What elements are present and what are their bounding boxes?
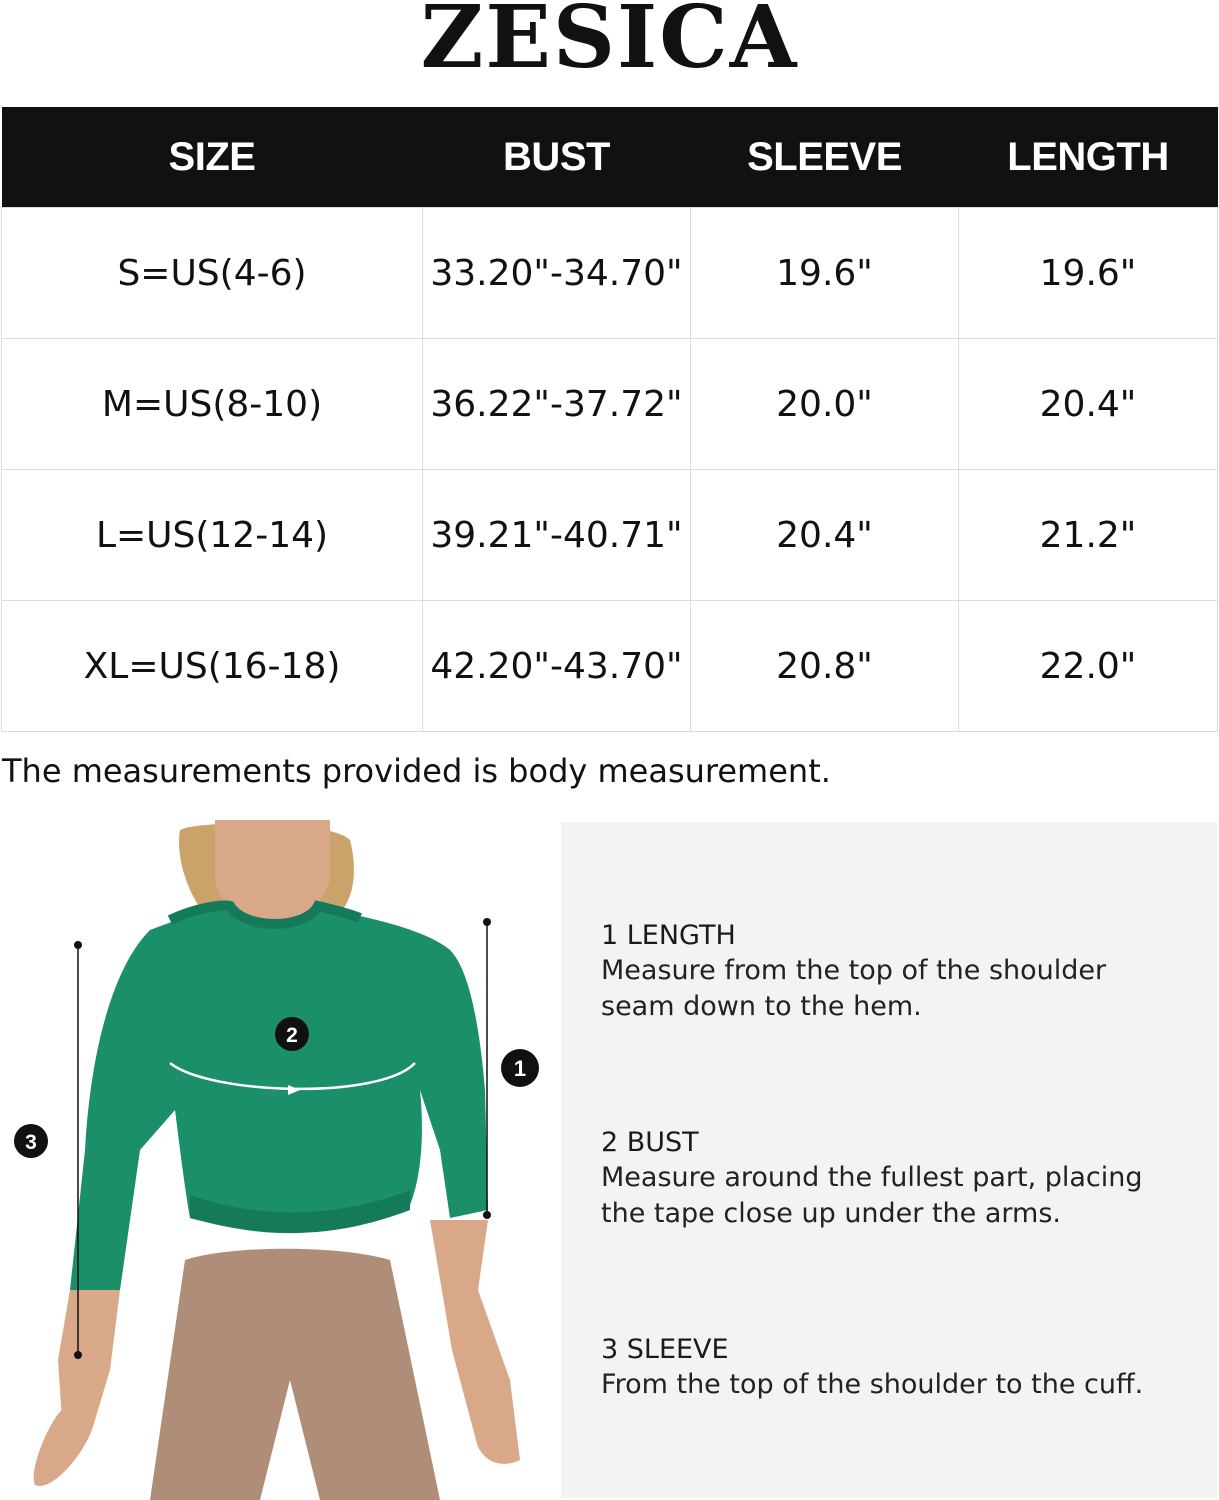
table-row [2,208,1218,339]
instruction-description: From the top of the shoulder to the cuff. [601,1369,1144,1400]
instruction-length [601,919,1106,1025]
table-row [2,601,1218,732]
cell-bust: 42.20"-43.70" [423,601,691,732]
svg-text:3: 3 [25,1131,37,1154]
cell-length: 20.4" [959,339,1218,470]
table-header-row [2,107,1218,208]
cell-size: XL=US(16-18) [2,601,423,732]
model-measurement-figure [0,820,560,1500]
cell-length: 21.2" [959,470,1218,601]
marker-sleeve [14,1124,48,1158]
instruction-title: 3 SLEEVE [601,1334,729,1365]
instruction-title: 2 BUST [601,1127,699,1158]
instruction-sleeve [601,1333,1143,1403]
svg-text:2: 2 [286,1024,298,1047]
cell-size: S=US(4-6) [2,208,423,339]
header-length: LENGTH [959,107,1218,208]
marker-bust [275,1017,309,1051]
header-sleeve: SLEEVE [691,107,959,208]
instruction-bust [601,1126,1143,1232]
cell-sleeve: 20.4" [691,470,959,601]
cell-size: M=US(8-10) [2,339,423,470]
marker-length [501,1049,539,1087]
cell-bust: 39.21"-40.71" [423,470,691,601]
measurement-note: The measurements provided is body measurement. [2,752,831,790]
cell-size: L=US(12-14) [2,470,423,601]
table-row [2,470,1218,601]
header-size: SIZE [2,107,423,208]
cell-length: 19.6" [959,208,1218,339]
cell-sleeve: 20.0" [691,339,959,470]
svg-text:1: 1 [513,1056,527,1081]
instruction-title: 1 LENGTH [601,920,736,951]
brand-logo: ZESICA [420,0,799,88]
instruction-description: Measure around the fullest part, placing the tape close up under the arms. [601,1162,1143,1229]
cell-bust: 36.22"-37.72" [423,339,691,470]
cell-bust: 33.20"-34.70" [423,208,691,339]
instruction-description: Measure from the top of the shoulder seam down to the hem. [601,955,1107,1022]
header-bust: BUST [423,107,691,208]
table-row [2,339,1218,470]
cell-sleeve: 19.6" [691,208,959,339]
cell-sleeve: 20.8" [691,601,959,732]
cell-length: 22.0" [959,601,1218,732]
size-chart-table [1,107,1218,732]
measurement-instructions-panel [561,822,1217,1498]
